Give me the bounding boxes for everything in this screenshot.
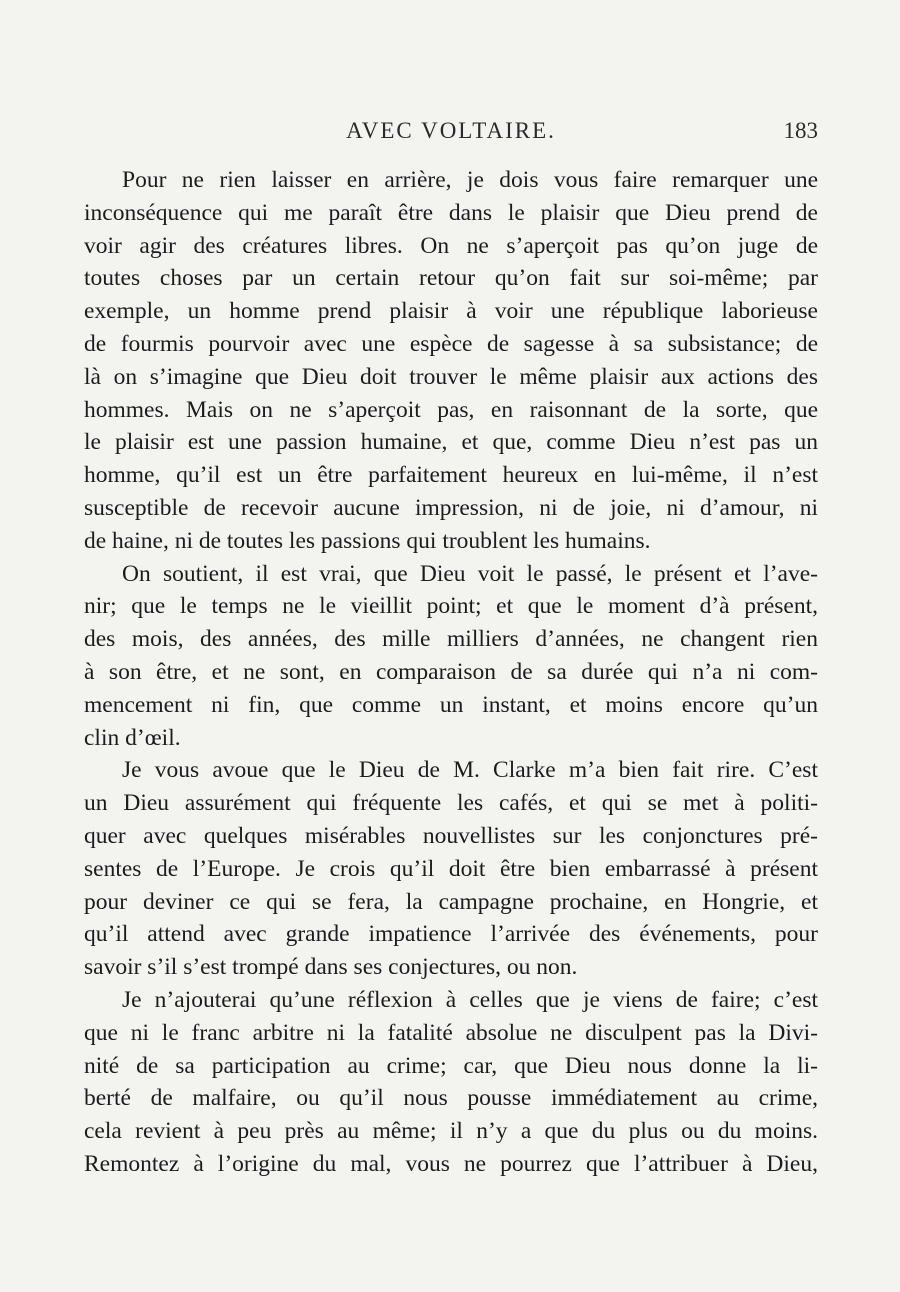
text-line: Remontez à l’origine du mal, vous ne pourrez que l’attribuer à Dieu,	[84, 1150, 818, 1177]
running-title: AVEC VOLTAIRE.	[346, 118, 556, 143]
text-line: à son être, et ne sont, en comparaison de sa durée qui n’a ni com-	[84, 658, 818, 685]
text-line: de haine, ni de toutes les passions qui troublent les humains.	[84, 527, 651, 554]
text-line: nir; que le temps ne le vieillit point; et que le moment d’à présent,	[84, 593, 818, 620]
text-line: On soutient, il est vrai, que Dieu voit le passé, le présent et l’ave-	[122, 560, 818, 587]
text-line: pour deviner ce qui se fera, la campagne prochaine, en Hongrie, et	[84, 888, 818, 915]
page-number: 183	[783, 118, 818, 143]
text-line: Je n’ajouterai qu’une réflexion à celles que je viens de faire; c’est	[122, 986, 818, 1013]
text-line: le plaisir est une passion humaine, et que, comme Dieu n’est pas un	[84, 429, 818, 456]
text-line: berté de malfaire, ou qu’il nous pousse immédiatement au crime,	[84, 1085, 818, 1112]
text-line: savoir s’il s’est trompé dans ses conjectures, ou non.	[84, 954, 578, 981]
text-line: Pour ne rien laisser en arrière, je dois vous faire remarquer une	[122, 167, 818, 193]
text-line: de fourmis pourvoir avec une espèce de sagesse à sa subsistance; de	[84, 330, 818, 357]
text-line: des mois, des années, des mille milliers d’années, ne changent rien	[84, 626, 818, 653]
text-line: mencement ni fin, que comme un instant, et moins encore qu’un	[84, 691, 818, 718]
paragraph-1	[84, 164, 818, 558]
text-line: hommes. Mais on ne s’aperçoit pas, en raisonnant de la sorte, que	[84, 396, 818, 423]
text-line: clin d’œil.	[84, 724, 181, 751]
text-line: qu’il attend avec grande impatience l’arrivée des événements, pour	[84, 921, 818, 948]
text-line: toutes choses par un certain retour qu’on fait sur soi-même; par	[84, 265, 818, 292]
body-text	[84, 164, 818, 1181]
paragraph-2	[84, 558, 818, 755]
text-line: quer avec quelques misérables nouvellistes sur les conjonctures pré-	[84, 822, 818, 849]
text-line: un Dieu assurément qui fréquente les cafés, et qui se met à politi-	[84, 790, 818, 817]
paragraph-4	[84, 984, 818, 1181]
text-line: Je vous avoue que le Dieu de M. Clarke m’a bien fait rire. C’est	[122, 757, 818, 784]
text-line: nité de sa participation au crime; car, que Dieu nous donne la li-	[84, 1052, 818, 1079]
text-line: exemple, un homme prend plaisir à voir une république laborieuse	[84, 298, 818, 325]
text-line: susceptible de recevoir aucune impression, ni de joie, ni d’amour, ni	[84, 494, 818, 521]
text-line: inconséquence qui me paraît être dans le plaisir que Dieu prend de	[84, 199, 818, 226]
text-line: homme, qu’il est un être parfaitement heureux en lui-même, il n’est	[84, 462, 818, 489]
text-line: cela revient à peu près au même; il n’y a que du plus ou du moins.	[84, 1118, 818, 1145]
text-line: voir agir des créatures libres. On ne s’aperçoit pas qu’on juge de	[84, 232, 818, 259]
text-line: sentes de l’Europe. Je crois qu’il doit être bien embarrassé à présent	[84, 855, 818, 882]
text-line: que ni le franc arbitre ni la fatalité absolue ne disculpent pas la Divi-	[84, 1019, 818, 1046]
running-head	[84, 118, 818, 148]
paragraph-3	[84, 754, 818, 984]
text-line: là on s’imagine que Dieu doit trouver le même plaisir aux actions des	[84, 363, 818, 390]
